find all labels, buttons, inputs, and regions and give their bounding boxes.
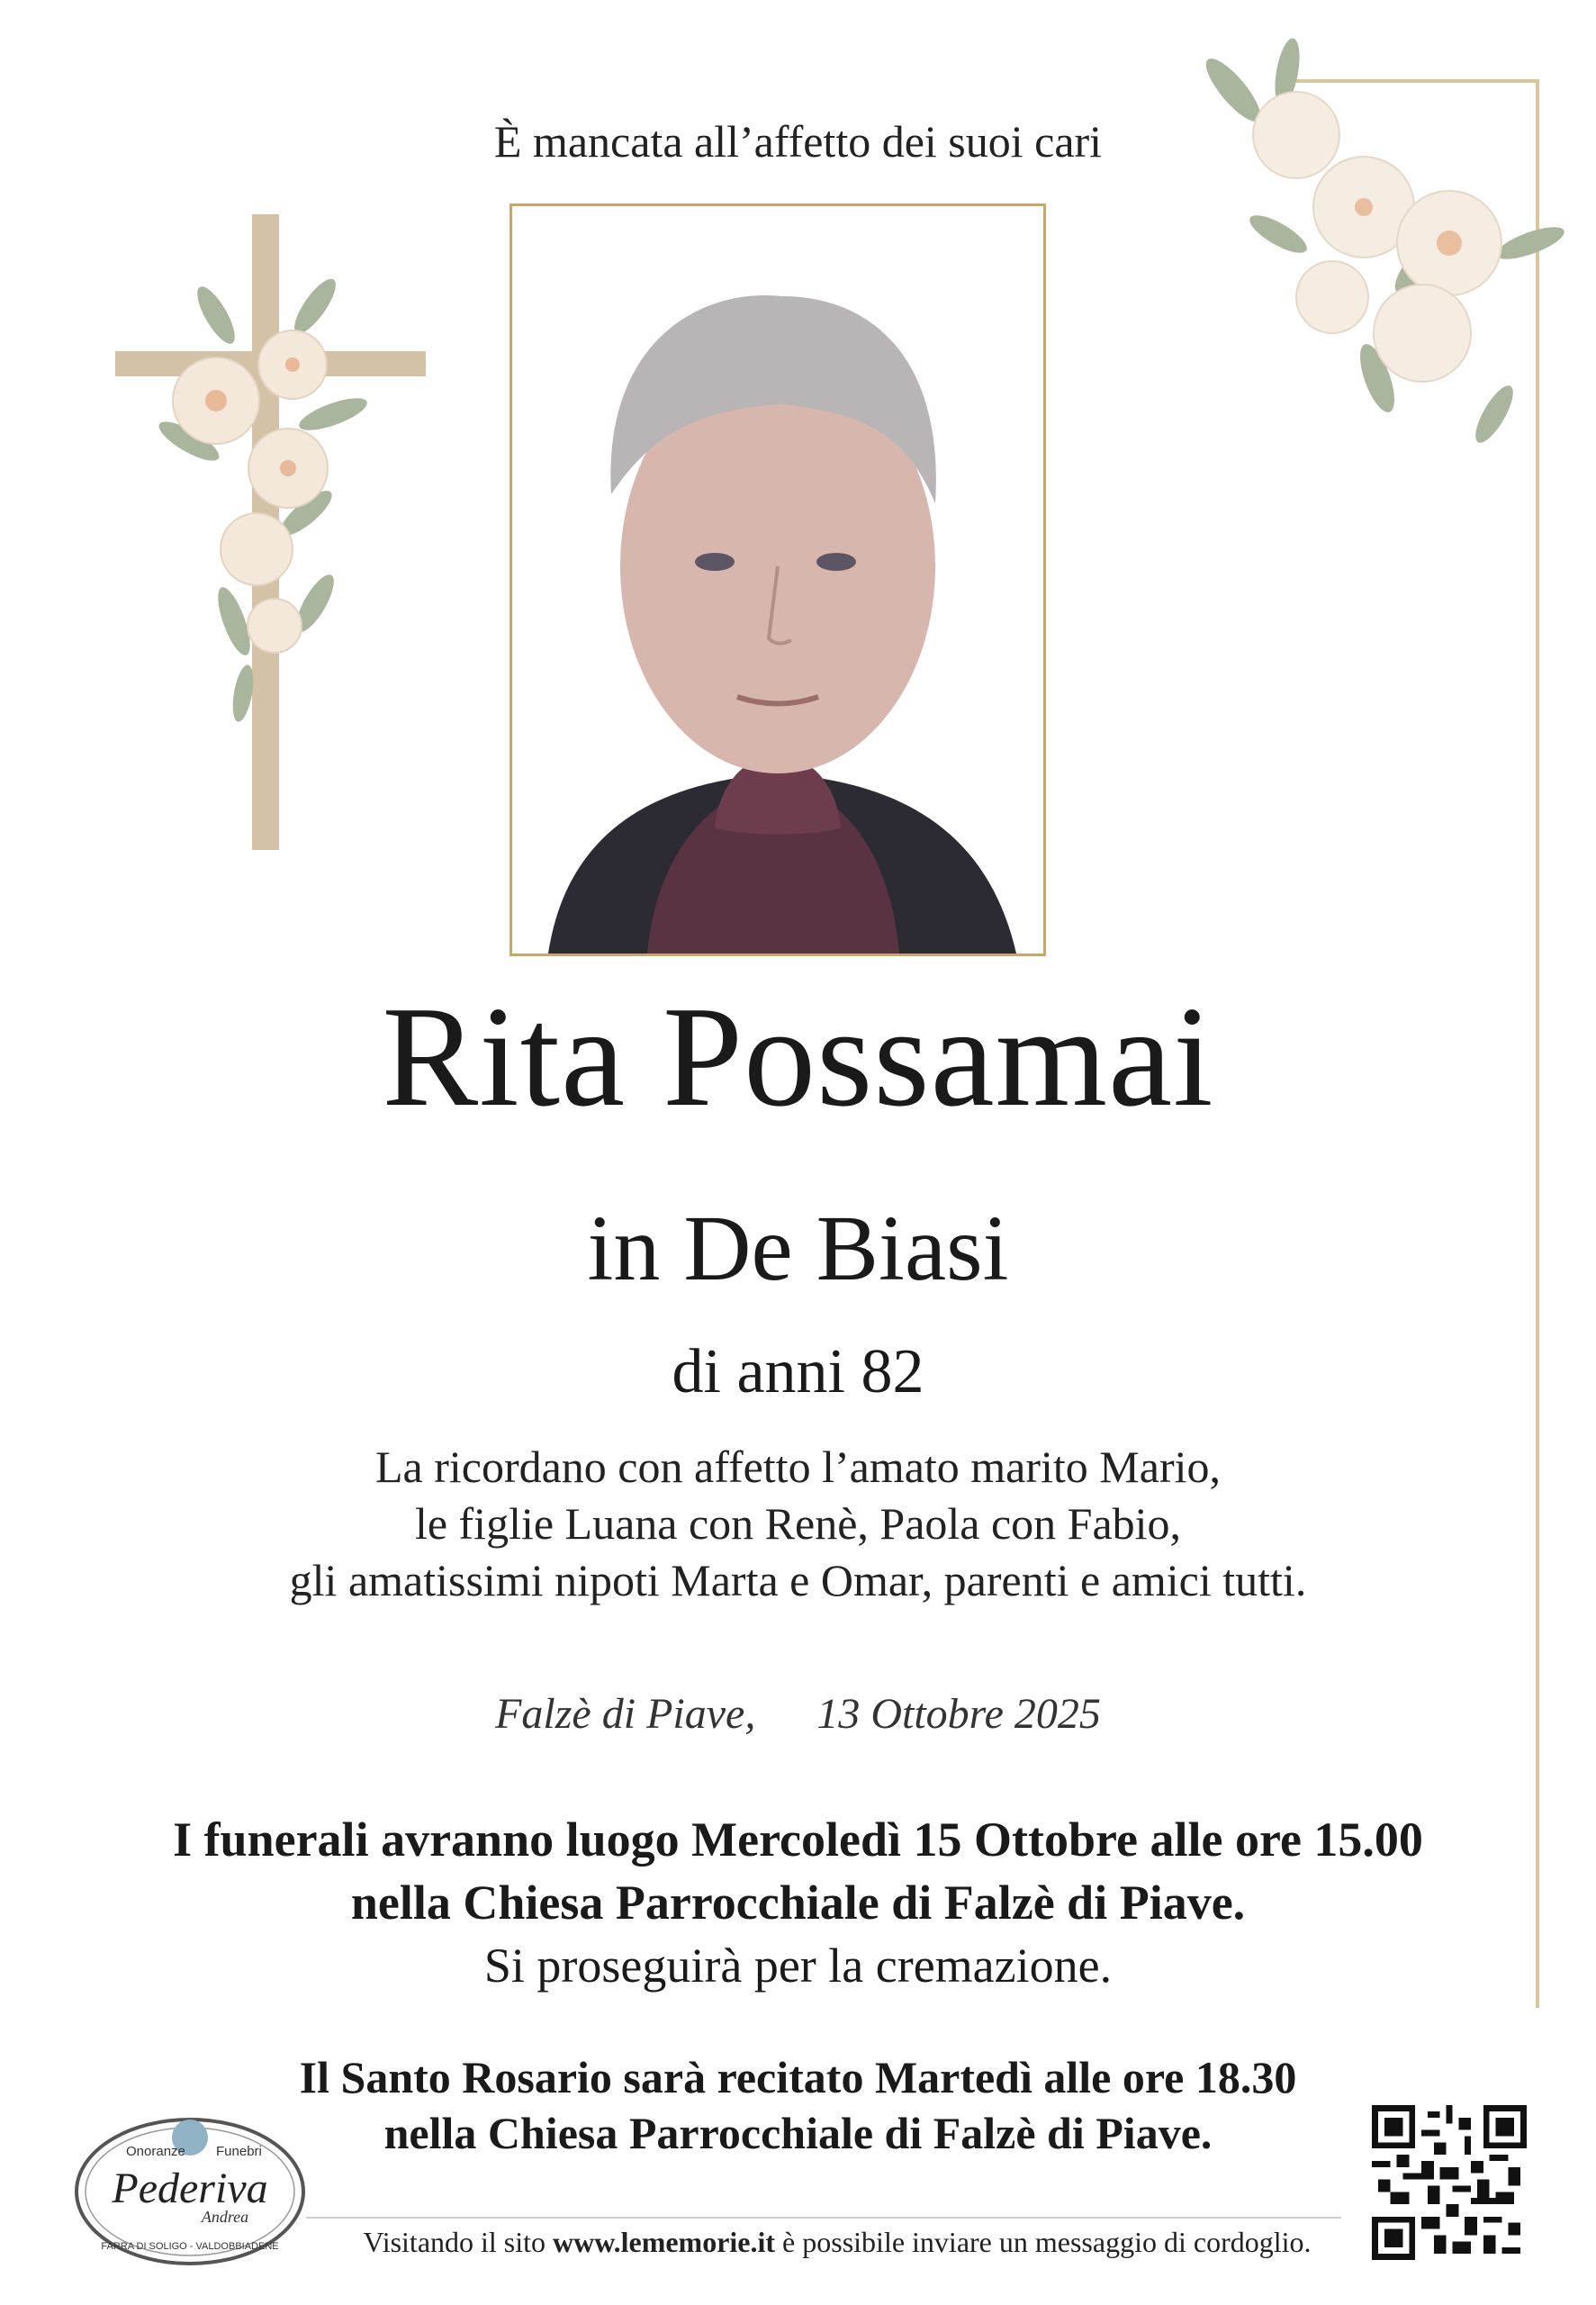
family-line: le figlie Luana con Renè, Paola con Fabio,	[414, 1498, 1182, 1549]
website-link[interactable]: www.lememorie.it	[553, 2226, 776, 2258]
logo-sub: Andrea	[201, 2208, 249, 2226]
logo-brand: Pederiva	[112, 2165, 268, 2212]
announcement-heading: È mancata all’affetto dei suoi cari	[493, 116, 1103, 167]
footer-note	[297, 2226, 1377, 2259]
family-line: La ricordano con affetto l’amato marito Mario,	[375, 1442, 1221, 1492]
cross-with-roses-icon	[108, 207, 432, 855]
footer-prefix: Visitando il sito	[363, 2226, 554, 2258]
rosary-line: nella Chiesa Parrocchiale di Falzè di Piave.	[383, 2108, 1213, 2158]
footer-suffix: è possibile inviare un messaggio di cordoglio.	[775, 2226, 1312, 2258]
date: 13 Ottobre 2025	[816, 1690, 1101, 1738]
funeral-line: nella Chiesa Parrocchiale di Falzè di Piave.	[350, 1876, 1246, 1930]
roses-bouquet-icon	[1152, 36, 1593, 468]
deceased-name: Rita Possamai	[382, 976, 1214, 1136]
funeral-home-logo	[70, 2107, 310, 2269]
deceased-age: di anni 82	[672, 1337, 924, 1406]
logo-text: Funebri	[216, 2144, 262, 2159]
place-and-date	[0, 1689, 1596, 1739]
place: Falzè di Piave,	[495, 1690, 756, 1738]
rosary-line: Il Santo Rosario sarà recitato Martedì alle ore 18.30	[299, 2052, 1297, 2102]
funeral-line: Si proseguirà per la cremazione.	[483, 1939, 1113, 1993]
logo-text: Onoranze	[126, 2144, 185, 2159]
married-name: in De Biasi	[587, 1197, 1009, 1300]
funeral-line: I funerali avranno luogo Mercoledì 15 Ottobre alle ore 15.00	[173, 1812, 1423, 1867]
family-line: gli amatissimi nipoti Marta e Omar, parenti e amici tutti.	[289, 1555, 1307, 1605]
family-message	[0, 1439, 1596, 1609]
footer-divider	[306, 2217, 1341, 2219]
qr-code-icon[interactable]	[1372, 2105, 1527, 2260]
portrait-image	[512, 206, 1043, 954]
portrait-photo	[509, 203, 1046, 956]
funeral-info	[0, 1808, 1596, 1997]
logo-location: FARRA DI SOLIGO - VALDOBBIADENE	[101, 2241, 279, 2252]
